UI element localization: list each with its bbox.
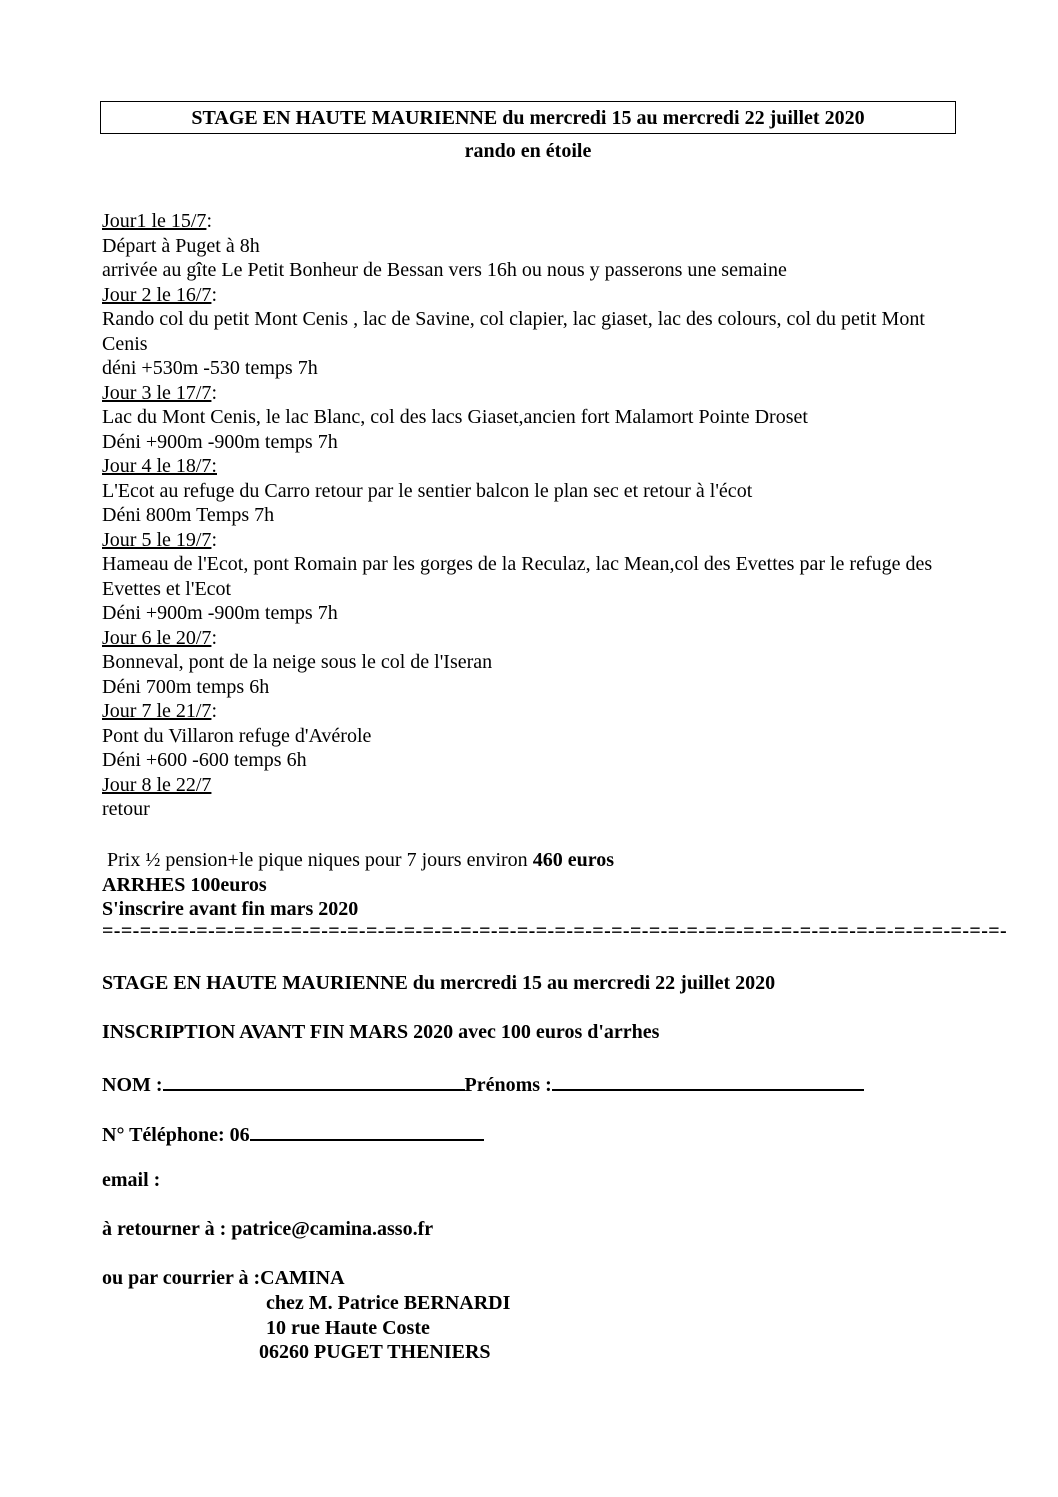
price-amount: 460 euros [532,849,614,871]
day-label: Jour 2 le 16/7: [102,283,217,306]
pricing-block [102,848,614,922]
day-line: Bonneval, pont de la neige sous le col de l'Iseran [102,651,493,673]
day-label: Jour 3 le 17/7: [102,381,217,404]
phone-row [102,1121,484,1147]
day-label: Jour 7 le 21/7: [102,700,217,722]
day-label [102,454,982,479]
day-line: arrivée au gîte Le Petit Bonheur de Bessan vers 16h ou nous y passerons une semaine [102,259,787,281]
address-line: chez M. Patrice BERNARDI [266,1292,511,1314]
day-4 [102,454,982,528]
day-line: Déni +900m -900m temps 7h [102,430,338,453]
day-label-text: Jour 5 le 19/7 [102,528,212,551]
day-label-text: Jour 4 le 18/7: [102,455,217,477]
day-line: Déni +900m -900m temps 7h [102,602,338,624]
day-line: Déni 800m Temps 7h [102,504,275,526]
phone-field[interactable] [250,1121,484,1141]
prenoms-field[interactable] [552,1071,864,1091]
nom-field[interactable] [163,1071,465,1091]
price-text: Prix ½ pension+le pique niques pour 7 jours environ [102,849,533,871]
day-line: Déni 700m temps 6h [102,675,270,698]
deadline-text: S'inscrire avant fin mars 2020 [102,898,359,920]
day-label: Jour1 le 15/7: [102,210,212,232]
day-line: Pont du Villaron refuge d'Avérole [102,724,372,747]
registration-note: INSCRIPTION AVANT FIN MARS 2020 avec 100 euros d'arrhes [102,1021,660,1043]
nom-label: NOM : [102,1074,163,1096]
day-7 [102,699,982,773]
header-subtitle: rando en étoile [464,140,592,162]
day-label: Jour 5 le 19/7: [102,528,217,551]
phone-label: N° Téléphone: 06 [102,1124,250,1146]
price-line [102,848,614,873]
program-list [102,209,982,822]
address-line: 10 rue Haute Coste [266,1317,430,1339]
day-5 [102,528,982,626]
day-6 [102,626,982,700]
mail-label: ou par courrier à :CAMINA [102,1267,345,1289]
day-line: Départ à Puget à 8h [102,234,260,257]
day-label: Jour 6 le 20/7: [102,626,217,649]
day-label-text: Jour 2 le 16/7 [102,283,212,306]
day-line: Déni +600 -600 temps 6h [102,749,307,771]
return-label: à retourner à : patrice@camina.asso.fr [102,1218,434,1240]
email-label: email : [102,1169,161,1191]
address-line: 06260 PUGET THENIERS [259,1341,491,1363]
day-label-text: Jour 3 le 17/7 [102,381,212,404]
day-2 [102,283,982,381]
day-3 [102,381,982,455]
form-title: STAGE EN HAUTE MAURIENNE du mercredi 15 au mercredi 22 juillet 2020 [102,972,776,994]
day-line: retour [102,798,150,820]
prenoms-label: Prénoms : [464,1074,552,1096]
day-line: Hameau de l'Ecot, pont Romain par les gorges de la Reculaz, lac Mean,col des Evettes par le refuge des Evettes et l'Ecot [102,553,933,600]
day-8 [102,773,982,822]
day-line: Lac du Mont Cenis, le lac Blanc, col des lacs Giaset,ancien fort Malamort Pointe Droset [102,406,808,428]
day-label [102,773,982,798]
day-1 [102,209,982,283]
name-row [102,1071,864,1097]
day-line: L'Ecot au refuge du Carro retour par le sentier balcon le plan sec et retour à l'écot [102,479,753,502]
day-label-text: Jour 8 le 22/7 [102,773,212,796]
day-label-text: Jour1 le 15/7 [102,210,207,232]
header-title: STAGE EN HAUTE MAURIENNE du mercredi 15 au mercredi 22 juillet 2020 [100,101,956,134]
day-line: Rando col du petit Mont Cenis , lac de Savine, col clapier, lac giaset, lac des colours, col du petit Mont Cenis [102,308,925,355]
day-label-text: Jour 6 le 20/7 [102,626,212,649]
day-line: déni +530m -530 temps 7h [102,357,318,379]
deposit-text: ARRHES 100euros [102,873,267,896]
day-label-text: Jour 7 le 21/7 [102,700,212,722]
separator-line: =-=-=-=-=-=-=-=-=-=-=-=-=-=-=-=-=-=-=-=-=-=-=-=-=-=-=-=-=-=-=-=-=-=-=-=-=-=-=-=-=-=-=-=-=-=-=-=- [102,920,1008,942]
